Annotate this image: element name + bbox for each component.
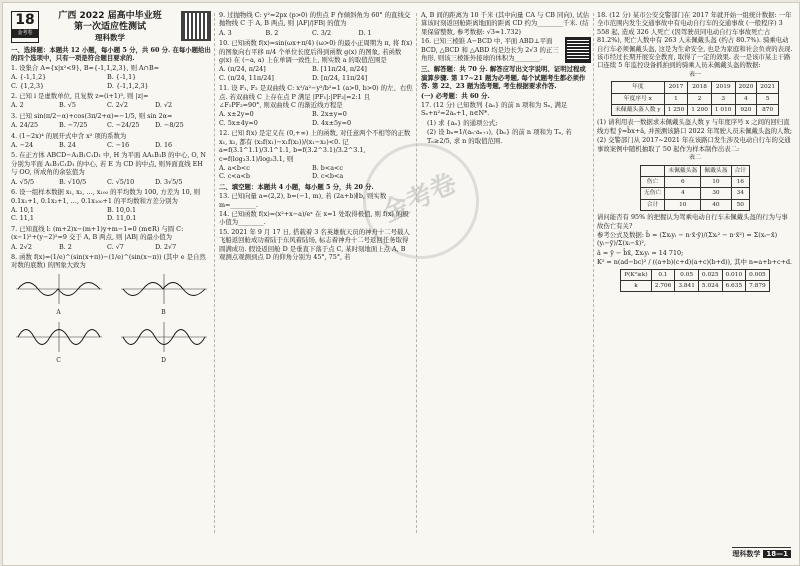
table-cell: 3.841	[675, 280, 699, 291]
exam-title-line1: 广西 2022 届高中毕业班	[58, 11, 162, 21]
section-heading: 三、解答题：共 70 分. 解答应写出文字说明、证明过程或演算步骤. 第 17~21 题为必考题, 每个试题考生都必须作答. 第 22、23 题为选考题, 考生根据要求作答.	[421, 65, 586, 91]
column-3	[421, 11, 591, 146]
column-1	[11, 11, 211, 367]
table-cell: 40	[701, 199, 731, 210]
table-cell: 30	[701, 188, 731, 199]
column-divider	[593, 13, 594, 533]
footer-subject: 理科数学	[732, 550, 761, 558]
sub-question: (2) 设 bₙ=1/(aₙ·aₙ₊₁), {bₙ} 的前 n 项和为 Tₙ, 若 Tₙ≥2/5, 求 n 的取值范围.	[427, 128, 572, 145]
sub-question: 请问能否有 95% 的把握认为驾乘电动自行车未佩戴头盔的行为与事故伤亡有关?	[597, 213, 788, 230]
table-cell: 2	[688, 93, 712, 104]
graph-label: C	[56, 356, 61, 364]
option: D. c<b<a	[312, 172, 344, 181]
question-stem: 12. 已知 f(x) 是定义在 (0,+∞) 上的函数, 对任意两个不相等的正数 x₁, x₂, 都有 (x₂f(x₁)−x₁f(x₂))/(x₁−x₂)<0. 记 a=f(3.1^1.1)/3.1^1.1, b=f(3.2^3.1)/3.2^3.1, c=f(log₃3.1)/log₃3.1, 则	[219, 129, 411, 163]
question-stem: 9. 过抛物线 C: y²=2px (p>0) 的焦点 F 作倾斜角为 60° 的直线交抛物线 C 于 A, B 两点, 则 |AF|/|FB| 的值为	[219, 11, 411, 28]
table-row	[611, 93, 778, 104]
table-cell: 2021	[757, 82, 779, 93]
option: B. −7/25	[59, 121, 88, 130]
exam-subject: 理科数学	[95, 33, 125, 42]
column-2	[219, 11, 413, 262]
option-row	[219, 29, 413, 37]
table-cell: P(K²≥k)	[621, 269, 651, 280]
question-stem: 3. 已知 sin(π/2−α)+cos(3π/2+α)=−1/5, 则 sin 2α=	[11, 111, 173, 120]
qr-code-icon[interactable]	[181, 11, 211, 41]
option: D. 2√7	[155, 242, 177, 251]
table-caption: 表二	[688, 154, 701, 162]
option: C. √5/10	[107, 177, 135, 186]
table-cell: 佩戴头盔	[701, 165, 731, 176]
table-cell: 0.025	[698, 269, 722, 280]
table-cell: 1 250	[664, 105, 688, 116]
table-cell: 34	[731, 188, 750, 199]
sine-graph-icon	[119, 272, 209, 306]
table-cell: 10	[665, 199, 701, 210]
question-stem: 2. 已知 i 是虚数单位, 且复数 z=(i+1)³, 则 |z|=	[11, 92, 149, 101]
table-cell: 1 200	[688, 105, 712, 116]
exam-title-line2: 第一次适应性测试	[73, 22, 146, 32]
formula: K² = n(ad−bc)² / ((a+b)(c+d)(a+c)(b+d)), 其中 n=a+b+c+d.	[597, 258, 793, 267]
option: B. [11π/24, π/24]	[312, 65, 367, 74]
table-cell: 未佩戴头盔人数 y	[611, 105, 664, 116]
table-cell: 2020	[735, 82, 757, 93]
graph-label: D	[161, 356, 166, 364]
watermark-seal: 金考卷	[344, 124, 498, 278]
option: C. √7	[107, 242, 124, 251]
option: D. 11,0.1	[107, 214, 137, 223]
graph-option	[116, 320, 211, 366]
table-row	[640, 165, 749, 176]
question-stem: 7. 已知直线 l: (m+2)x−(m+1)y+m−1=0 (m∈R) 与圆 C: (x−1)²+(y−2)²=9 交于 A, B 两点, 则 |AB| 的最小值为	[11, 224, 184, 242]
option: C. −16	[107, 141, 130, 150]
question-stem: 15. 2021 年 9 月 17 日, 搭载着 3 名英雄航天员的神舟十二号载人飞船返回舱成功着陆于东风着陆场, 标志着神舟十二号返回任务取得圆满成功. 假设返回舱 D 是垂直下落于点 C, 某时刻地面上点 A, B 观测点观测到点 D 的仰角分别为 45°, 75°, 若	[219, 227, 410, 261]
option-row	[11, 73, 211, 90]
qr-code-icon[interactable]	[565, 37, 591, 63]
table-1	[611, 81, 779, 116]
option: C. c<a<b	[219, 172, 250, 181]
table-cell: 年度序号 x	[611, 93, 664, 104]
question-stem: 14. 已知函数 f(x)=(x²+x−a)/eˣ 在 x=1 处取得极值, 则 f(x) 的极小值为________.	[219, 209, 409, 227]
question-stem: 10. 已知函数 f(x)=sin(ωx+π/4) (ω>0) 的最小正周期为 π, 将 f(x) 的图象向右平移 π/4 个单位长度后得到函数 g(x) 的图象, 若函数 g(x) 在 (−a, a) 上在单调一致性上, 则实数 a 的取值范围是	[219, 39, 413, 65]
option-row	[11, 101, 211, 109]
sub-question: (1) 求 {aₙ} 的通项公式;	[427, 118, 498, 127]
table-caption: 表一	[688, 70, 701, 78]
subsection-heading: (一) 必考题：共 60 分.	[421, 91, 490, 100]
option: C. 2√2	[107, 101, 128, 110]
option: B. 2	[265, 28, 279, 37]
table-row	[611, 82, 778, 93]
option-row	[11, 141, 211, 149]
table-row	[621, 280, 770, 291]
column-divider	[416, 13, 417, 533]
table-cell: 年度	[611, 82, 664, 93]
graph-option	[11, 272, 106, 318]
option: B. √5	[59, 101, 76, 110]
sine-graph-icon	[14, 272, 104, 306]
option: C. −24/25	[107, 121, 140, 130]
question-stem: 5. 在正方体 ABCD−A₁B₁C₁D₁ 中, H 为平面 AA₁B₁B 的中心, O, N 分别为平面 A₁B₁C₁D₁ 的中心, 若 E 为 CD 的中点, 则异面直线 EH 与 OO, 所成角的余弦值为	[11, 151, 206, 177]
option: D. 4x±5y=0	[312, 118, 352, 127]
option: C. {1,2,3}	[11, 81, 45, 90]
table-cell: 4	[665, 188, 701, 199]
option-row	[11, 243, 211, 251]
table-cell: 伤亡	[640, 176, 664, 187]
option: A. (π/24, π/24]	[219, 65, 266, 74]
table-3	[620, 269, 770, 293]
page-footer	[732, 547, 791, 559]
option: A. 2	[11, 101, 24, 110]
option: B. √10/5	[59, 177, 87, 186]
table-2	[640, 165, 750, 212]
question-stem: 16. 已知三棱锥 A−BCD 中, 平面 ABD⊥平面 BCD, △BCD 和 △ABD 均是边长为 2√3 的正三角形, 则该三棱锥外接球的体积为________.	[421, 37, 559, 63]
option: B. 10,0.1	[107, 205, 137, 214]
exam-page	[2, 2, 800, 566]
option: D. 1	[358, 28, 372, 37]
option: C. 11,1	[11, 214, 34, 223]
table-cell: 1 010	[711, 105, 735, 116]
table-cell: 10	[701, 176, 731, 187]
option: A. √5/5	[11, 177, 35, 186]
option: D. −8/25	[155, 121, 184, 130]
table-cell: 6	[665, 176, 701, 187]
option: D. 3√5/5	[155, 177, 183, 186]
formula: â = ȳ − b̂x̄, Σxᵢyᵢ = 14 710;	[597, 248, 684, 257]
option-row	[219, 164, 413, 181]
table-cell: 50	[731, 199, 750, 210]
q16-block	[421, 37, 591, 63]
paper-badge	[11, 11, 39, 43]
table-row	[640, 199, 749, 210]
question-stem: 4. (1−2x)⁴ 的展开式中含 x² 项的系数为	[11, 131, 127, 140]
option: A. 2√2	[11, 242, 32, 251]
table-cell: 2018	[688, 82, 712, 93]
table-cell: 1	[664, 93, 688, 104]
option: C. 3/2	[312, 28, 332, 37]
question-stem: 11. 设 F₁, F₂ 是双曲线 C: x²/a²−y²/b²=1 (a>0, b>0) 的左、右焦点. 若双曲线 C 上存在点 P 满足 |PF₁|:|PF₂|=2:1 且 ∠F₁PF₂=90°, 则双曲线 C 的渐近线方程是	[219, 84, 413, 110]
table-cell: 7.879	[746, 280, 770, 291]
option: A. a<b<c	[219, 163, 250, 172]
question-stem: 6. 设一组样本数据 x₁, x₂, …, x₁₀₀ 的平均数为 100, 方差为 10, 则 0.1x₁+1, 0.1x₂+1, …, 0.1x₁₀₀+1 的平均数和方差分别为	[11, 188, 201, 205]
table-cell: 0.010	[722, 269, 746, 280]
option-row	[219, 110, 413, 127]
sub-question: (2) 交警部门从 2017~2021 年在该路口发生涉及电动自行车的交通事故案例中随机抽取了 50 起作为样本制作出表二:	[597, 136, 791, 153]
option: C. 5x±4y=0	[219, 118, 258, 127]
column-4	[597, 11, 793, 294]
option: D. [π/24, 11π/24]	[312, 73, 368, 82]
graph-option	[116, 272, 211, 318]
option: D. 16	[155, 141, 173, 150]
option: A. 10,1	[11, 205, 34, 214]
table-cell: 未佩戴头盔	[665, 165, 701, 176]
table-cell: 2.706	[651, 280, 675, 291]
section-heading: 二、填空题：本题共 4 小题，每小题 5 分，共 20 分.	[219, 182, 374, 191]
table-cell: 2017	[664, 82, 688, 93]
question-stem: 17. (12 分) 已知数列 {aₙ} 的前 n 项和为 Sₙ, 满足 Sₙ+n²=2aₙ+1, n∈N*.	[421, 101, 568, 118]
page-number: 18—1	[763, 550, 791, 558]
question-stem: 8. 函数 f(x)=(1/e)^(sin(x+π))−(1/e)^(sin(x−π)) (其中 e 是自然对数的底数) 的图象大致为	[11, 252, 206, 270]
option: D. √2	[155, 101, 173, 110]
answer-graphs	[11, 272, 211, 366]
table-cell: 无伤亡	[640, 188, 664, 199]
option: C. (π/24, 11π/24]	[219, 73, 274, 82]
table-cell: 2019	[711, 82, 735, 93]
table-row	[611, 105, 778, 116]
table-cell: 6.635	[722, 280, 746, 291]
table-cell: 合计	[640, 199, 664, 210]
column-divider	[214, 13, 215, 533]
option-row	[11, 121, 211, 129]
table-cell: 920	[735, 105, 757, 116]
question-stem: 18. (12 分) 某市公安交警部门在 2017 年就开始一组统计数据: 一年全市范围内发生交通事故中有电动自行车的交通事故 (一般程序) 3 558 起, 造成 326 人死亡 (因驾驶员同电动自行车事故死亡占 81.2%), 死亡人数中有 263 人未佩戴头盔 (约占 80.7%). 骑乘电动自行车必须佩戴头盔, 这是为生命安全, 也是为家庭和社会负责的表现. 该市经过长期开展安全教育, 取得了一定的效果. 表一是该市某主干路口连续 5 年监控设备抓拍到的骑乘人员未佩戴头盔的数据:	[597, 11, 793, 70]
table-cell: 5.024	[698, 280, 722, 291]
table-row	[640, 188, 749, 199]
section-heading: 一、选择题：本题共 12 小题，每小题 5 分，共 60 分. 在每小题给出的四个选项中，只有一项是符合题目要求的.	[11, 46, 211, 63]
graph-label: A	[56, 309, 61, 317]
table-row	[640, 176, 749, 187]
option-row	[219, 65, 413, 82]
table-cell: k	[621, 280, 651, 291]
option: B. 2x±y=0	[312, 110, 347, 119]
table-cell: 4	[735, 93, 757, 104]
option-row	[11, 206, 211, 223]
question-stem: A, B 间的距离为 10 千米 (其中向量 CA 与 CB 同向), 试估算该时刻返回舱距离地面的距离 CD 约为________千米. (结果保留整数, 参考数据: √3≈1.732)	[421, 11, 590, 36]
exam-header	[11, 11, 211, 43]
badge-number: 18	[15, 12, 35, 28]
option: A. x±2y=0	[219, 110, 254, 119]
formula: 参考公式及数据: b̂ = (Σxᵢyᵢ − n·x̄·ȳ)/(Σxᵢ² − n·x̄²) = Σ(xᵢ−x̄)(yᵢ−ȳ)/Σ(xᵢ−x̄)²,	[597, 230, 778, 248]
option: B. 24	[59, 141, 76, 150]
table-cell: 16	[731, 176, 750, 187]
badge-tag: 金考卷	[12, 29, 38, 38]
option: A. {-1,1,2}	[11, 73, 47, 82]
question-stem: 13. 已知向量 a=(2,2), b=(−1, m), 若 (2a+b)∥b, 则实数 m=________.	[219, 192, 387, 209]
title-block	[45, 11, 175, 43]
table-cell: 3	[711, 93, 735, 104]
table-cell: 合计	[731, 165, 750, 176]
option: D. {-1,1,2,3}	[107, 81, 149, 90]
option: A. −24	[11, 141, 34, 150]
table-cell: 5	[757, 93, 779, 104]
question-stem: 1. 设集合 A={x|x²<9}, B={-1,1,2,3}, 则 A∩B=	[11, 63, 160, 72]
table-cell: 0.005	[746, 269, 770, 280]
option: B. {-1,1}	[107, 73, 137, 82]
table-cell: 0.1	[651, 269, 675, 280]
table-cell: 870	[757, 105, 779, 116]
option: A. 24/25	[11, 121, 39, 130]
sub-question: (1) 请利用表一数据求未佩戴头盔人数 y 与年度序号 x 之间的回归直线方程 ŷ=b̂x+â, 并预测该路口 2022 年驾驶人员未佩戴头盔的人数;	[597, 118, 792, 135]
graph-label: B	[161, 309, 166, 317]
table-row	[621, 269, 770, 280]
graph-option	[11, 320, 106, 366]
sine-graph-icon	[119, 320, 209, 354]
option: B. b<a<c	[312, 163, 343, 172]
option: B. 2	[59, 242, 72, 251]
option: A. 3	[219, 28, 232, 37]
table-cell	[640, 165, 664, 176]
table-cell: 0.05	[675, 269, 699, 280]
option-row	[11, 178, 211, 186]
sine-graph-icon	[14, 320, 104, 354]
